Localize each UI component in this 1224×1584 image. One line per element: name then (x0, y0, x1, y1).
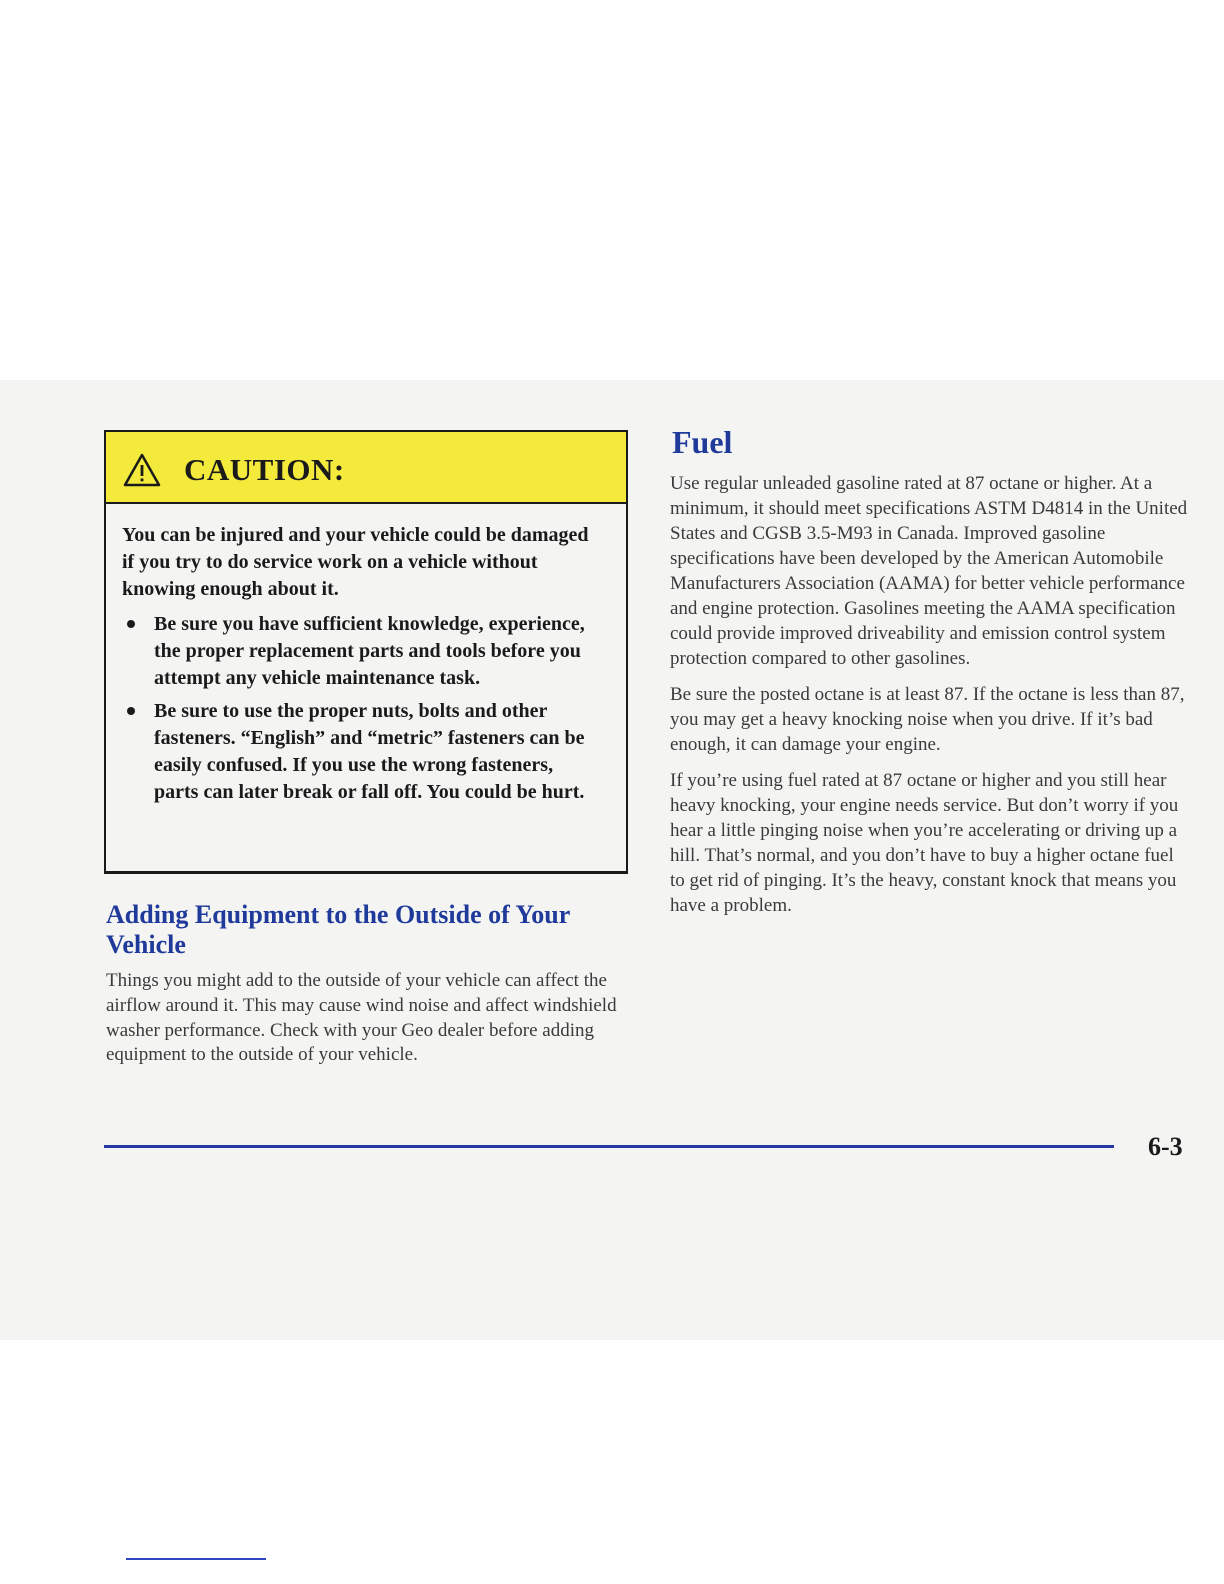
caution-title: CAUTION: (184, 452, 345, 487)
fuel-paragraph: Be sure the posted octane is at least 87. If the octane is less than 87, you may get a heavy knocking noise when you drive. If it’s bad enough, it can damage your engine. (670, 684, 1185, 755)
caution-bullet-list (122, 611, 602, 806)
bullet-icon (127, 707, 135, 715)
fuel-paragraph: If you’re using fuel rated at 87 octane or higher and you still hear heavy knocking, your engine needs service. But don’t worry if you hear a little pinging noise when you’re accelerating or driving up a hill. That’s normal, and you don’t have to buy a higher octane fuel to get rid of pinging. It’s the heavy, constant knock that means you have a problem. (670, 770, 1179, 916)
caution-bullet-text: Be sure you have sufficient knowledge, experience, the proper replacement parts and tools before you attempt any vehicle maintenance task. (154, 613, 585, 689)
caution-intro: You can be injured and your vehicle could be damaged if you try to do service work on a vehicle without knowing enough about it. (122, 524, 589, 600)
bottom-divider (126, 1558, 266, 1560)
fuel-paragraph: Use regular unleaded gasoline rated at 87 octane or higher. At a minimum, it should meet specifications ASTM D4814 in the United States and CGSB 3.5-M93 in Canada. Improved gasoline specifications have been developed by the American Automobile Manufacturers Association (AAMA) for better vehicle performance and engine protection. Gasolines meeting the AAMA specification could provide improved driveability and emission control system protection compared to other gasolines. (670, 473, 1188, 669)
adding-equipment-heading: Adding Equipment to the Outside of Your Vehicle (106, 900, 570, 959)
fuel-heading: Fuel (672, 424, 733, 460)
page-number: 6-3 (1148, 1132, 1183, 1161)
caution-body (122, 522, 602, 812)
caution-bullet-item (122, 611, 602, 692)
warning-triangle-icon (122, 452, 162, 488)
caution-header (106, 432, 626, 504)
caution-bullet-item (122, 698, 602, 806)
caution-bullet-text: Be sure to use the proper nuts, bolts and other fasteners. “English” and “metric” fasteners can be easily confused. If you use the wrong fasteners, parts can later break or fall off. You could be hurt. (154, 700, 585, 803)
caution-box (104, 430, 628, 874)
bullet-icon (127, 620, 135, 628)
footer-rule (104, 1145, 1114, 1148)
fuel-section (670, 471, 1192, 929)
adding-equipment-paragraph: Things you might add to the outside of your vehicle can affect the airflow around it. This may cause wind noise and affect windshield washer performance. Check with your Geo dealer before adding equipment to the outside of your vehicle. (106, 970, 617, 1066)
